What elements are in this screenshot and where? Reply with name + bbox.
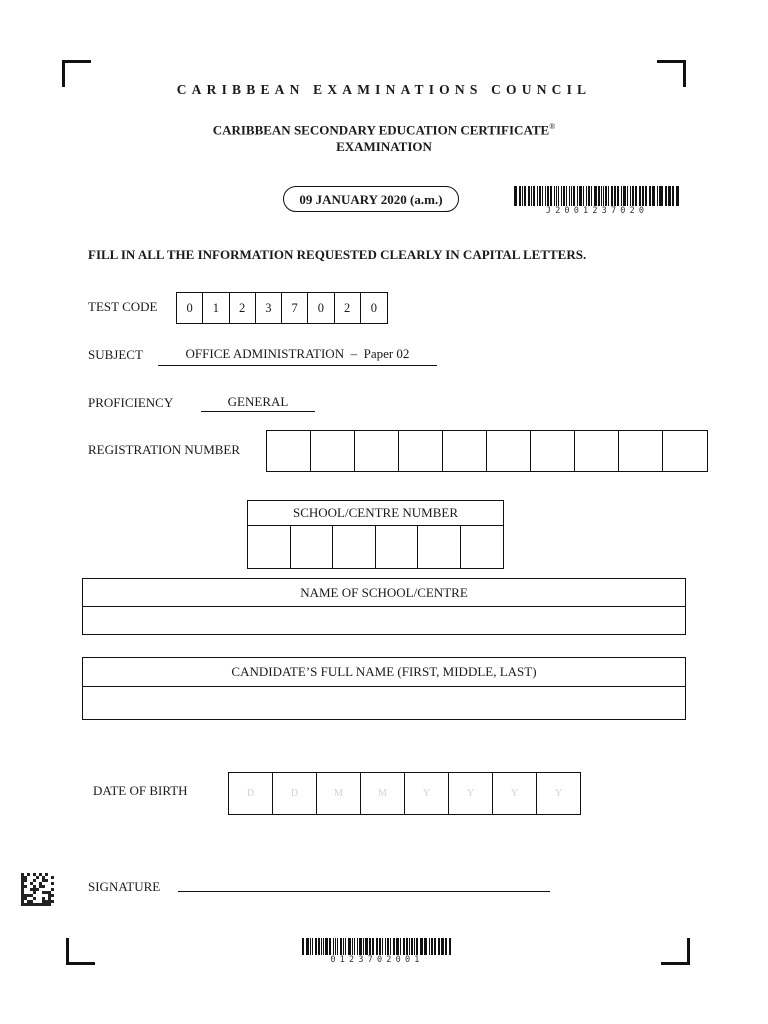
barcode-bar: [390, 938, 391, 955]
signature-label: SIGNATURE: [88, 879, 161, 894]
barcode-bar: [649, 186, 650, 206]
barcode-bar: [563, 186, 566, 206]
barcode-bar: [547, 186, 550, 206]
barcode-bar: [561, 186, 562, 206]
test-code-digit: 0: [308, 293, 334, 323]
barcode-bar: [569, 186, 570, 206]
registration-cell[interactable]: [311, 431, 355, 471]
barcode-bar: [445, 938, 447, 955]
barcode-bar: [594, 186, 597, 206]
exam-date-badge: 09 JANUARY 2020 (a.m.): [283, 186, 459, 212]
datamatrix-module: [51, 903, 54, 906]
registration-number-grid: [266, 430, 708, 472]
test-code-label: TEST CODE: [88, 299, 158, 314]
barcode-bar: [414, 938, 415, 955]
barcode-bar: [348, 938, 350, 955]
barcode-bar: [524, 186, 526, 206]
barcode-bar: [345, 938, 347, 955]
registered-mark: ®: [549, 122, 556, 131]
barcode-bar: [429, 938, 430, 955]
barcode-bar: [558, 186, 559, 206]
registration-cell[interactable]: [575, 431, 619, 471]
barcode-bar: [614, 186, 616, 206]
certificate-line-1: CARIBBEAN SECONDARY EDUCATION CERTIFICATE: [212, 122, 550, 138]
barcode-bar: [652, 186, 655, 206]
barcode-bar: [676, 186, 679, 206]
barcode-bar: [514, 186, 517, 206]
barcode-bar: [337, 938, 338, 955]
barcode-bar: [354, 938, 356, 955]
barcode-bar: [387, 938, 389, 955]
barcode-bar: [665, 186, 668, 206]
barcode-bar: [310, 938, 311, 955]
school-centre-cell[interactable]: [248, 526, 291, 568]
test-code-digit: 3: [256, 293, 282, 323]
dob-cell-year[interactable]: Y: [554, 788, 563, 799]
barcode-bar: [340, 938, 342, 955]
barcode-bar: [605, 186, 607, 206]
barcode-bar: [554, 186, 555, 206]
dob-cell-month[interactable]: M: [361, 773, 405, 814]
registration-cell[interactable]: [355, 431, 399, 471]
barcode-bar: [420, 938, 422, 955]
barcode-bar: [657, 186, 658, 206]
barcode-bar: [385, 938, 387, 955]
barcode-bar: [365, 938, 367, 955]
test-code-digit: 7: [282, 293, 308, 323]
date-of-birth-grid: [228, 772, 581, 815]
barcode-top-text: J2001237020: [545, 206, 649, 216]
crop-mark-bottom-left: [66, 938, 95, 965]
candidate-name-label: CANDIDATE’S FULL NAME (FIRST, MIDDLE, LAST): [83, 658, 685, 687]
barcode-bar: [571, 186, 572, 206]
barcode-bar: [434, 938, 436, 955]
subject-label: SUBJECT: [88, 347, 143, 362]
barcode-bar: [372, 938, 374, 955]
barcode-bar: [333, 938, 334, 955]
school-name-block: [82, 578, 686, 635]
council-title: CARIBBEAN EXAMINATIONS COUNCIL: [176, 82, 592, 97]
school-centre-cell[interactable]: [291, 526, 334, 568]
barcode-bar: [591, 186, 593, 206]
barcode-bar: [431, 938, 433, 955]
barcode-bar: [343, 938, 344, 955]
signature-field[interactable]: [178, 876, 550, 892]
barcode-bar: [588, 186, 590, 206]
barcode-bar: [528, 186, 531, 206]
barcode-bar: [627, 186, 628, 206]
dob-cell-month[interactable]: M: [317, 773, 361, 814]
barcode-bar: [556, 186, 558, 206]
barcode-bar: [550, 186, 552, 206]
school-centre-number-label: SCHOOL/CENTRE NUMBER: [248, 501, 503, 526]
barcode-bar: [639, 186, 642, 206]
barcode-bar: [672, 186, 675, 206]
barcode-bar: [522, 186, 523, 206]
registration-number-label: REGISTRATION NUMBER: [88, 442, 241, 457]
barcode-bar: [369, 938, 371, 955]
barcode-bar: [315, 938, 317, 955]
barcode-bar: [542, 186, 543, 206]
school-centre-cell[interactable]: [418, 526, 461, 568]
barcode-bar: [579, 186, 582, 206]
barcode-bar: [603, 186, 604, 206]
registration-cell[interactable]: [443, 431, 487, 471]
registration-cell[interactable]: [399, 431, 443, 471]
barcode-bar: [379, 938, 381, 955]
barcode-bar: [533, 186, 535, 206]
barcode-bar: [323, 938, 324, 955]
barcode-bar: [645, 186, 647, 206]
barcode-bar: [376, 938, 378, 955]
barcode-bar: [411, 938, 413, 955]
barcode-bar: [531, 186, 532, 206]
barcode-bar: [359, 938, 361, 955]
proficiency-field[interactable]: GENERAL: [201, 394, 315, 412]
barcode-bar: [608, 186, 609, 206]
barcode-bar: [668, 186, 671, 206]
barcode-top: [514, 186, 680, 216]
certificate-title: [0, 118, 768, 155]
barcode-bar: [403, 938, 405, 955]
barcode-bar: [321, 938, 322, 955]
barcode-bar: [302, 938, 304, 955]
registration-cell[interactable]: [531, 431, 575, 471]
barcode-bar: [335, 938, 336, 955]
barcode-bar: [306, 938, 308, 955]
registration-cell[interactable]: [619, 431, 663, 471]
barcode-bar: [573, 186, 576, 206]
barcode-bar: [519, 186, 522, 206]
school-centre-cell[interactable]: [376, 526, 419, 568]
barcode-bottom-text: 0123702001: [330, 955, 424, 965]
dob-cell-year[interactable]: Y: [493, 773, 537, 814]
barcode-bar: [424, 938, 425, 955]
registration-cell[interactable]: [663, 431, 707, 471]
school-name-field[interactable]: [83, 607, 685, 634]
barcode-bar: [396, 938, 398, 955]
dob-cell-day[interactable]: D: [229, 773, 273, 814]
barcode-bar: [617, 186, 619, 206]
barcode-top-bars: [514, 186, 680, 206]
school-centre-number-grid: [248, 526, 503, 568]
barcode-bar: [425, 938, 427, 955]
barcode-bar: [409, 938, 410, 955]
barcode-bar: [441, 938, 443, 955]
registration-cell[interactable]: [487, 431, 531, 471]
test-code-digit: 2: [335, 293, 361, 323]
barcode-bar: [352, 938, 353, 955]
school-centre-cell[interactable]: [333, 526, 376, 568]
barcode-bar: [623, 186, 626, 206]
test-code-grid: [176, 292, 388, 324]
barcode-bar: [325, 938, 327, 955]
barcode-bar: [630, 186, 632, 206]
dob-cell-year[interactable]: Y: [449, 773, 493, 814]
test-code-digit: 1: [203, 293, 229, 323]
school-centre-number-block: [247, 500, 504, 569]
date-of-birth-label: DATE OF BIRTH: [93, 783, 188, 798]
barcode-bar: [537, 186, 539, 206]
barcode-bar: [660, 186, 663, 206]
certificate-line-2: EXAMINATION: [336, 139, 432, 155]
candidate-name-block: [82, 657, 686, 720]
barcode-bar: [400, 938, 402, 955]
barcode-bar: [393, 938, 395, 955]
barcode-bar: [650, 186, 651, 206]
barcode-bar: [363, 938, 364, 955]
barcode-bar: [632, 186, 634, 206]
school-centre-cell[interactable]: [461, 526, 501, 568]
proficiency-label: PROFICIENCY: [88, 395, 174, 410]
barcode-bar: [416, 938, 418, 955]
subject-field[interactable]: OFFICE ADMINISTRATION – Paper 02: [158, 346, 437, 366]
school-name-label: NAME OF SCHOOL/CENTRE: [83, 579, 685, 607]
barcode-bar: [438, 938, 440, 955]
test-code-digit: 0: [177, 293, 203, 323]
barcode-bar: [329, 938, 331, 955]
barcode-bar: [621, 186, 623, 206]
datamatrix-code-icon: [21, 873, 54, 906]
barcode-bar: [586, 186, 587, 206]
barcode-bar: [642, 186, 644, 206]
test-code-digit: 0: [370, 301, 377, 315]
barcode-bar: [601, 186, 602, 206]
barcode-bar: [611, 186, 614, 206]
barcode-bar: [406, 938, 408, 955]
barcode-bottom-bars: [302, 938, 452, 955]
barcode-bar: [318, 938, 320, 955]
barcode-bar: [635, 186, 637, 206]
barcode-bar: [312, 938, 314, 955]
barcode-bar: [382, 938, 383, 955]
test-code-digit: 2: [230, 293, 256, 323]
barcode-bar: [449, 938, 451, 955]
barcode-bar: [566, 186, 567, 206]
barcode-bar: [577, 186, 578, 206]
barcode-bar: [659, 186, 660, 206]
barcode-bar: [357, 938, 358, 955]
registration-cell[interactable]: [267, 431, 311, 471]
candidate-name-field[interactable]: [83, 687, 685, 719]
instruction-text: FILL IN ALL THE INFORMATION REQUESTED CLEARLY IN CAPITAL LETTERS.: [88, 247, 587, 262]
dob-cell-day[interactable]: D: [273, 773, 317, 814]
barcode-bar: [598, 186, 600, 206]
crop-mark-bottom-right: [661, 938, 690, 965]
barcode-bottom: [302, 938, 452, 965]
barcode-bar: [545, 186, 546, 206]
barcode-bar: [583, 186, 585, 206]
barcode-bar: [539, 186, 541, 206]
dob-cell-year[interactable]: Y: [405, 773, 449, 814]
